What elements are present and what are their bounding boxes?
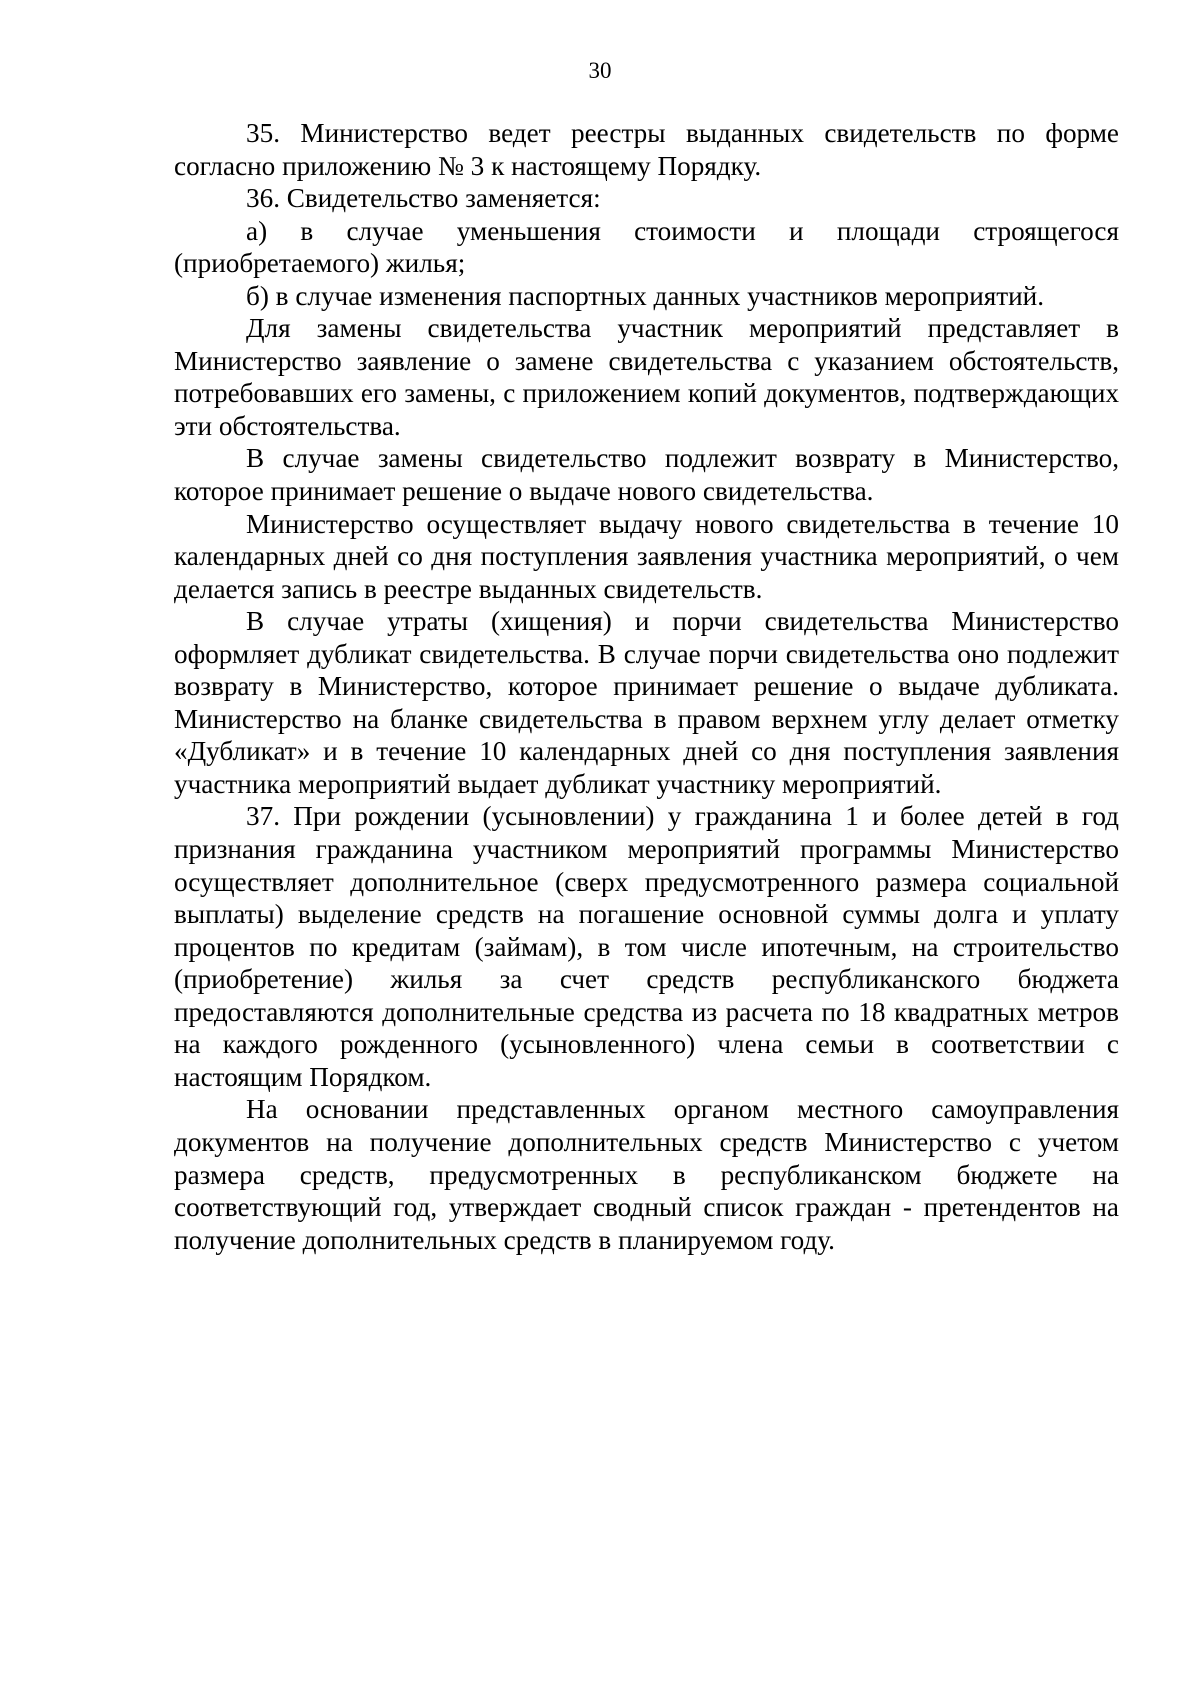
paragraph-return-certificate: В случае замены свидетельство подлежит возврату в Министерство, которое принимает решение о выдаче нового свидетельства. bbox=[174, 443, 1119, 507]
paragraph-new-certificate-issuance: Министерство осуществляет выдачу нового свидетельства в течение 10 календарных дней со дня поступления заявления участника мероприятий, о чем делается запись в реестре выданных свидетельств. bbox=[174, 508, 1119, 604]
paragraph-36-a: а) в случае уменьшения стоимости и площади строящегося (приобретаемого) жилья; bbox=[174, 215, 1119, 279]
paragraph-35: 35. Министерство ведет реестры выданных свидетельств по форме согласно приложению № 3 к настоящему Порядку. bbox=[174, 118, 1119, 181]
paragraph-replacement-procedure: Для замены свидетельства участник мероприятий представляет в Министерство заявление о замене свидетельства с указанием обстоятельств, потребовавших его замены, с приложением копий документов, подтверждающих эти обстоятельства. bbox=[174, 313, 1119, 441]
paragraph-additional-funds-list: На основании представленных органом местного самоуправления документов на получение дополнительных средств Министерство с учетом размера средств, предусмотренных в республиканском бюджете на соответствующий год, утверждает сводный список граждан - претендентов на получение дополнительных средств в планируемом году. bbox=[174, 1094, 1119, 1255]
page-number: 30 bbox=[588, 58, 612, 83]
document-body bbox=[174, 117, 1119, 1256]
paragraph-37: 37. При рождении (усыновлении) у гражданина 1 и более детей в год признания гражданина участником мероприятий программы Министерство осуществляет дополнительное (сверх предусмотренного размера социальной выплаты) выделение средств на погашение основной суммы долга и уплату процентов по кредитам (займам), в том числе ипотечным, на строительство (приобретение) жилья за счет средств республиканского бюджета предоставляются дополнительные средства из расчета по 18 квадратных метров на каждого рожденного (усыновленного) члена семьи в соответствии с настоящим Порядком. bbox=[174, 801, 1119, 1092]
paragraph-36: 36. Свидетельство заменяется: bbox=[246, 183, 601, 214]
paragraph-36-b: б) в случае изменения паспортных данных участников мероприятий. bbox=[246, 280, 1045, 311]
paragraph-duplicate: В случае утраты (хищения) и порчи свидетельства Министерство оформляет дубликат свидетельства. В случае порчи свидетельства оно подлежит возврату в Министерство, которое принимает решение о выдаче дубликата. Министерство на бланке свидетельства в правом верхнем углу делает отметку «Дубликат» и в течение 10 календарных дней со дня поступления заявления участника мероприятий выдает дубликат участнику мероприятий. bbox=[174, 606, 1119, 799]
